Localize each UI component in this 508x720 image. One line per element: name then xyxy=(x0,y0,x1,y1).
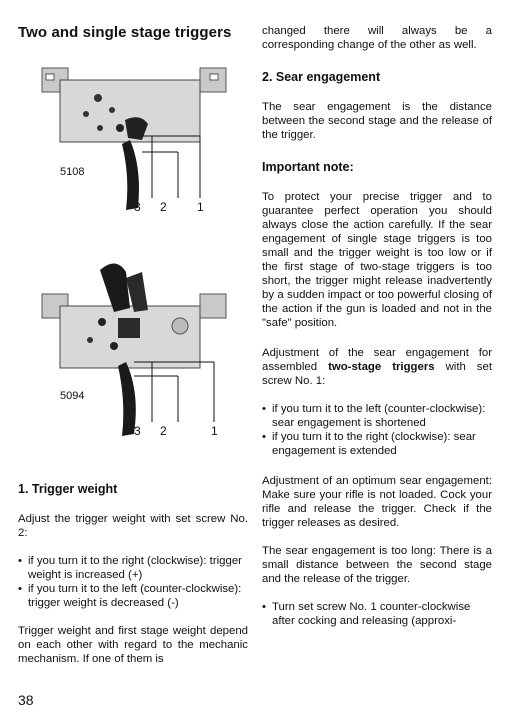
final-list xyxy=(262,600,492,628)
list-item: • if you turn it to the left (counter-clockwise): sear engagement is shortened xyxy=(262,402,492,430)
note-heading: Important note: xyxy=(262,160,354,174)
list-item: • if you turn it to the right (clockwise): sear engagement is extended xyxy=(262,430,492,458)
callout-2: 2 xyxy=(160,200,167,214)
section-heading: 2. Sear engagement xyxy=(262,70,381,84)
continuation-paragraph: changed there will always be a corresponding change of the other as well. xyxy=(262,25,492,51)
page-number: 38 xyxy=(18,692,34,708)
trigger-drawing-icon xyxy=(30,58,230,218)
right-column xyxy=(262,24,492,628)
toolong-paragraph: The sear engagement is too long: There is a small distance between the second stage and the release of the trigger. xyxy=(262,545,492,585)
list-item: • if you turn it to the right (clockwise): trigger weight is increased (+) xyxy=(18,554,248,582)
callout-3: 3 xyxy=(134,200,141,214)
callout-2: 2 xyxy=(160,424,167,438)
optimum-paragraph: Adjustment of an optimum sear engagement: Make sure your rifle is not loaded. Cock your rifle and release the trigger. Check if the trigger releases as desired. xyxy=(262,475,492,529)
sear-adjust-list xyxy=(262,402,492,458)
adjust-bold: two-stage triggers xyxy=(328,361,435,373)
section-intro: Adjust the trigger weight with set screw No. 2: xyxy=(18,513,248,539)
callout-1: 1 xyxy=(197,200,204,214)
section-trigger-weight xyxy=(18,482,248,666)
note-paragraph: To protect your precise trigger and to guarantee perfect operation you should always close the action carefully. If the sear engagement of single stage triggers is too small and the trigger weight is too low or if the first stage of two-stage triggers is too short, the trigger might release inadvertently by a sudden impact or too powerful closing of the action if the gun is loaded and not in the "safe" position. xyxy=(262,191,492,329)
callout-3: 3 xyxy=(134,424,141,438)
page-title: Two and single stage triggers xyxy=(18,24,232,41)
trigger-figure-5094 xyxy=(30,252,230,442)
trigger-drawing-icon xyxy=(30,252,230,442)
trigger-weight-list xyxy=(18,554,248,610)
list-item: • if you turn it to the left (counter-clockwise): trigger weight is decreased (-) xyxy=(18,582,248,610)
section-heading: 1. Trigger weight xyxy=(18,482,118,496)
trigger-figure-5108 xyxy=(30,58,230,218)
list-item: • Turn set screw No. 1 counter-clockwise after cocking and releasing (approxi- xyxy=(262,600,492,628)
section-paragraph: Trigger weight and first stage weight depend on each other with regard to the mechanic mechanism. If one of them is xyxy=(18,625,248,665)
figure-number: 5108 xyxy=(60,166,85,178)
section-paragraph: The sear engagement is the distance between the second stage and the release of the trigger. xyxy=(262,101,492,141)
figure-number: 5094 xyxy=(60,390,85,402)
adjust-suffix: with set screw No. 1: xyxy=(262,361,493,387)
callout-1: 1 xyxy=(211,424,218,438)
adjust-prefix: Adjustment of the sear engagement for assembled xyxy=(262,347,492,373)
adjust-paragraph xyxy=(262,346,492,388)
